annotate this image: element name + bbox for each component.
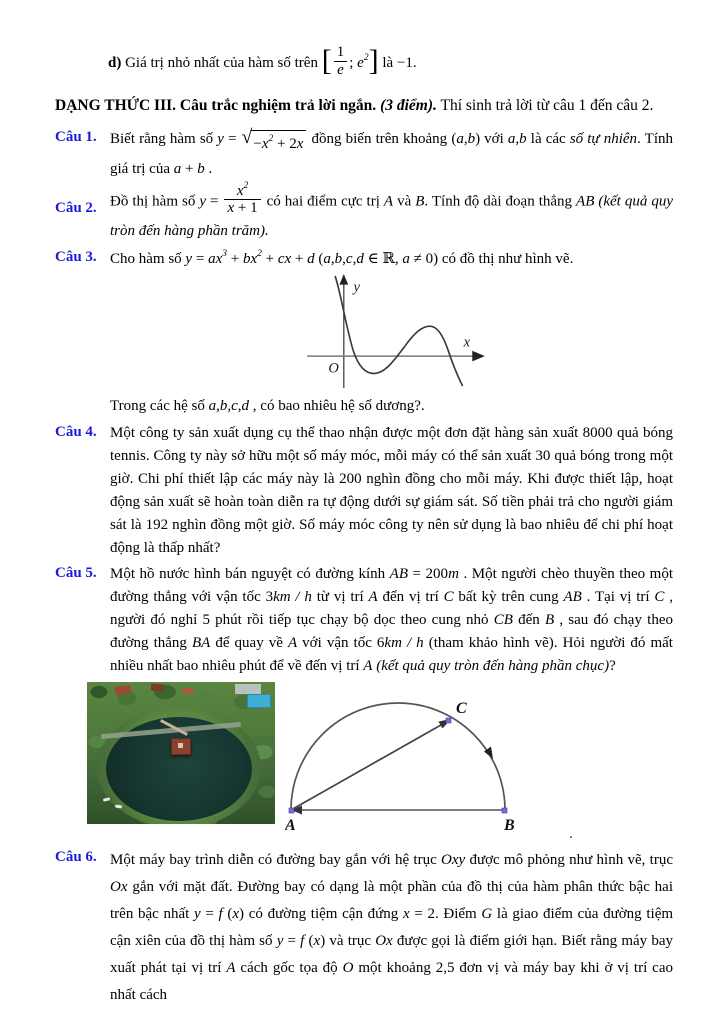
question-4-label: Câu 4.	[55, 424, 97, 441]
building-decoration	[235, 684, 261, 694]
y-axis-arrow-icon	[339, 274, 348, 285]
question-5-label: Câu 5.	[55, 565, 97, 582]
stray-period: .	[569, 826, 573, 843]
question-2-text: Đồ thị hàm số y = $\frac{x^2}{x + 1}$ có hai điểm cực trị A và B. Tính độ dài đoạn thẳng AB (kết quả quy tròn đến hàng phần trăm).	[110, 180, 673, 240]
cubic-graph-figure	[300, 274, 490, 392]
boat-decoration	[115, 805, 122, 809]
y-axis-label: y	[353, 279, 360, 296]
question-1	[55, 127, 673, 182]
semicircle-diagram	[285, 682, 547, 839]
point-C-label: C	[456, 700, 467, 718]
question-3-followup-text: Trong các hệ số a,b,c,d , có bao nhiêu hệ số dương?.	[110, 398, 425, 415]
roof-decoration	[151, 684, 163, 692]
semicircle-svg	[285, 682, 547, 834]
statement-d	[108, 46, 673, 81]
question-2	[55, 180, 673, 245]
section-header	[55, 95, 673, 117]
point-A-label: A	[285, 817, 296, 835]
roof-decoration	[115, 685, 132, 695]
question-5-text: Một hồ nước hình bán nguyệt có đường kính AB = 200m . Một người chèo thuyền theo một đường thẳng với vận tốc 3km / h từ vị trí A đến vị trí C bất kỳ trên cung AB . Tại vị trí C , người đó nghỉ 5 phút rồi tiếp tục chạy bộ dọc theo cung nhỏ CB đến B , sau đó chạy theo đường thẳng BA để quay về A với vận tốc 6km / h (tham khảo hình vẽ). Hỏi người đó mất nhiều nhất bao nhiêu phút để về đến vị trí A (kết quả quy tròn đến hàng phần chục)?	[110, 566, 674, 675]
boat-decoration	[103, 797, 110, 801]
question-5-figures	[87, 682, 673, 843]
question-1-label: Câu 1.	[55, 128, 97, 145]
question-1-text: Biết rằng hàm số y = √ $-x^2 + 2x$ đồng biến trên khoảng (a,b) với a,b là các số tự nhiên. Tính giá trị của a + b .	[110, 126, 673, 177]
question-2-label: Câu 2.	[55, 199, 97, 216]
temple-islet	[171, 738, 191, 755]
question-3-label: Câu 3.	[55, 249, 97, 266]
x-axis-arrow-icon	[472, 351, 485, 362]
chord-A-C	[291, 721, 448, 810]
cubic-graph-svg	[300, 274, 490, 388]
point-B-marker	[502, 808, 507, 813]
question-3	[55, 247, 673, 419]
pool-decoration	[247, 694, 271, 708]
point-A-marker	[289, 808, 294, 813]
question-4-text: Một công ty sản xuất dụng cụ thể thao nhận được một đơn đặt hàng sản xuất 8000 quả bóng tennis. Công ty này sở hữu một số máy móc, mỗi máy có thể sản xuất 30 quả bóng trong một giờ. Chi phí thiết lập các máy này là 200 nghìn đồng cho mỗi máy. Khi được thiết lập, hoạt động sản xuất sẽ hoàn toàn diễn ra tự động dưới sự giám sát. Số tiền phải trả cho người giám sát là 192 nghìn đồng một giờ. Số máy móc công ty nên sử dụng là bao nhiêu để chi phí hoạt động là thấp nhất?	[110, 425, 673, 557]
section-header-text: DẠNG THỨC III. Câu trắc nghiệm trả lời ngắn. (3 điểm). Thí sinh trả lời từ câu 1 đến câu 2.	[55, 96, 654, 114]
x-axis-label: x	[463, 334, 471, 351]
question-6-text: Một máy bay trình diễn có đường bay gắn với hệ trục Oxy được mô phỏng như hình vẽ, trục Ox gắn với mặt đất. Đường bay có dạng là một phần của đồ thị của hàm phân thức bậc hai trên bậc nhất y = f (x) có đường tiệm cận đứng x = 2. Điểm G là giao điểm của đường tiệm cận xiên của đồ thị hàm số y = f (x) và trục Ox được gọi là điểm giới hạn. Biết rằng máy bay xuất phát tại vị trí A cách gốc tọa độ O một khoảng 2,5 đơn vị và máy bay khi ở vị trí cao nhất cách	[110, 852, 674, 1004]
origin-label: O	[328, 360, 339, 377]
lake-aerial-photo	[87, 682, 275, 824]
point-C-marker	[446, 718, 451, 723]
question-3-text: Cho hàm số $y = ax^3 + bx^2$ + cx + d (a,b,c,d ∈ ℝ, a ≠ 0) có đồ thị như hình vẽ.	[110, 249, 574, 268]
question-5	[55, 563, 673, 678]
point-B-label: B	[504, 817, 515, 835]
semicircle-arc	[291, 703, 505, 810]
statement-d-text: d) Giá trị nhỏ nhất của hàm số trên [ $\frac{1}{e}$ ; $e^2$] là −1.	[108, 44, 417, 78]
roof-decoration	[183, 688, 193, 694]
question-4	[55, 422, 673, 560]
question-6-label: Câu 6.	[55, 849, 97, 866]
question-6	[55, 847, 673, 1009]
